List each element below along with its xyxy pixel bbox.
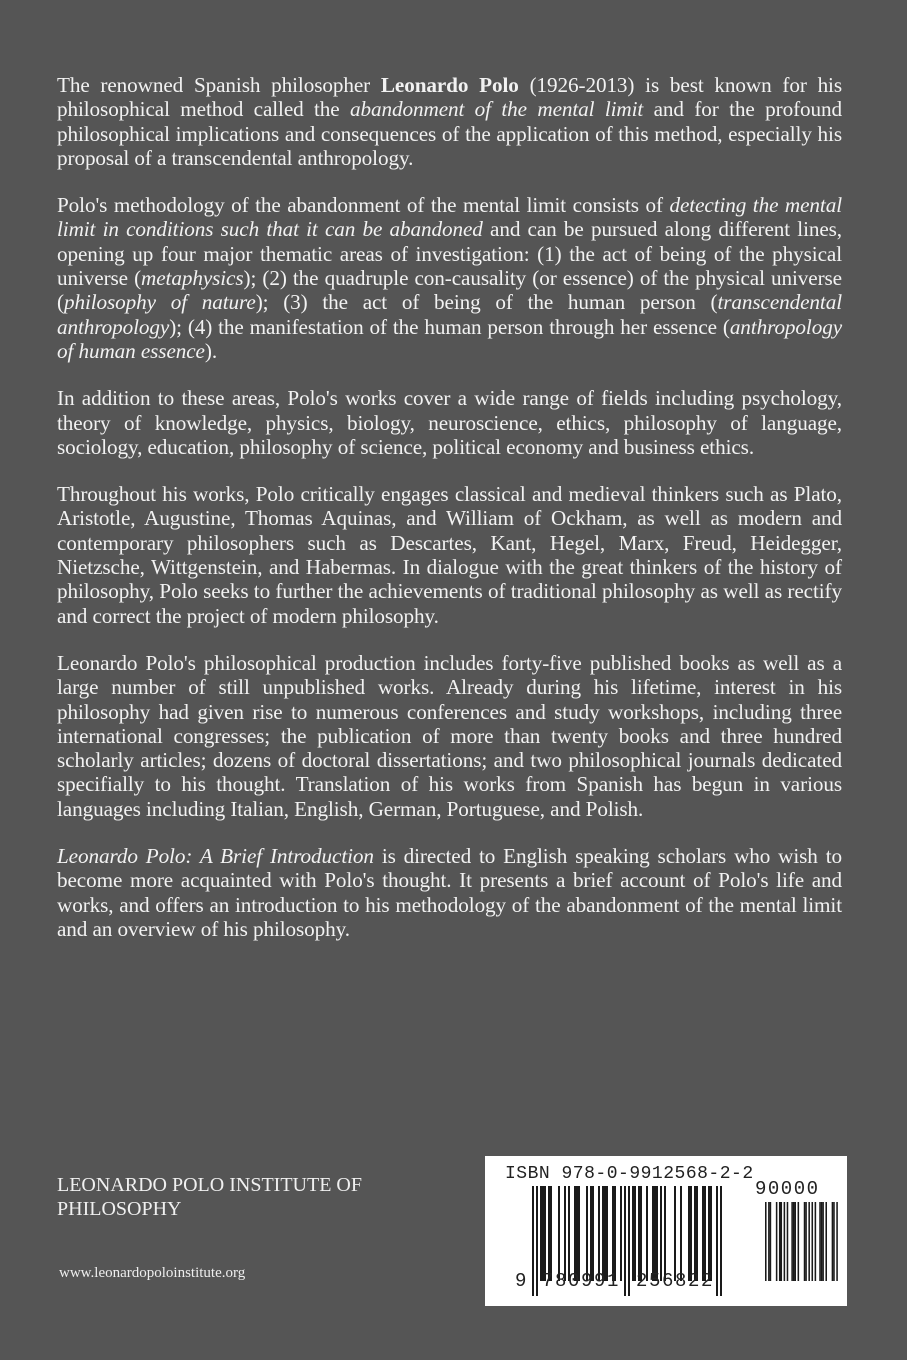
- barcode-bar: [590, 1186, 592, 1281]
- paragraph-methodology: [57, 193, 842, 363]
- italic-text-segment: philosophy of nature: [63, 290, 256, 315]
- barcode-bar: [696, 1186, 698, 1281]
- text-segment: ); (3) the act of being of the human person (: [255, 290, 718, 315]
- addon-bar: [776, 1202, 778, 1281]
- text-segment: (1926-2013) is best known for his philosophical method called the: [57, 73, 842, 122]
- barcode-bar: [592, 1186, 594, 1281]
- barcode-bar: [688, 1186, 690, 1281]
- italic-text-segment: metaphysics: [141, 266, 244, 291]
- addon-bar: [812, 1202, 814, 1281]
- barcode-bar: [576, 1186, 578, 1281]
- text-segment: ); (4) the manifestation of the human person through her essence (: [169, 314, 730, 339]
- text-segment: Throughout his works, Polo critically engages classical and medieval thinkers such as Plato, Aristotle, Augustine, Thomas Aquinas, and William of Ockham, as well as modern and contemporary philosophers such as Descartes, Kant, Hegel, Marx, Freud, Heidegger, Nietzsche, Wittgenstein, and Habermas. In dialogue with the great thinkers of the history of philosophy, Polo seeks to further the achievements of traditional philosophy as well as rectify and correct the project of modern philosophy.: [57, 482, 842, 628]
- addon-bar: [779, 1202, 781, 1281]
- guard-bar: [720, 1186, 722, 1296]
- addon-bar: [768, 1202, 770, 1281]
- text-segment: and for the profound philosophical implications and consequences of the application of this method, especially his proposal of a transcendental anthropology.: [57, 97, 842, 170]
- guard-bar: [624, 1186, 626, 1296]
- barcode-bar: [602, 1186, 604, 1281]
- addon-bar: [808, 1202, 810, 1281]
- ean-right-group: 256822: [636, 1270, 715, 1292]
- italic-text-segment: abandonment of the mental limit: [350, 97, 644, 122]
- barcode-bar: [614, 1186, 616, 1281]
- ean-first-digit: 9: [515, 1270, 529, 1292]
- barcode-bar: [708, 1186, 710, 1281]
- text-segment: is directed to English speaking scholars who wish to become more acquainted with Polo's thought. It presents a brief account of Polo's life and works, and offers an introduction to his methodology of the abandonment of the mental limit and an overview of his philosophy.: [57, 844, 842, 941]
- addon-bar: [822, 1202, 824, 1281]
- addon-bar: [821, 1202, 823, 1281]
- addon-bar: [836, 1202, 838, 1281]
- barcode-bar: [704, 1186, 706, 1281]
- barcode-bar: [660, 1186, 662, 1281]
- addon-bar: [819, 1202, 821, 1281]
- barcode-bar: [646, 1186, 648, 1281]
- guard-bar: [716, 1186, 718, 1296]
- barcode-bar: [578, 1186, 580, 1281]
- barcode-bar: [550, 1186, 552, 1281]
- barcode-bar: [542, 1186, 544, 1281]
- barcode-bar: [632, 1186, 634, 1281]
- barcode-bar: [640, 1186, 642, 1281]
- italic-text-segment: transcendental anthropology: [57, 290, 842, 339]
- barcode-bar: [574, 1186, 576, 1281]
- price-code: 90000: [755, 1178, 820, 1200]
- addon-bar: [805, 1202, 807, 1281]
- addon-bar: [784, 1202, 786, 1281]
- barcode-bar: [674, 1186, 676, 1281]
- barcode-bar: [680, 1186, 682, 1281]
- ean-left-group: 780991: [542, 1270, 621, 1292]
- text-segment: ).: [204, 338, 218, 363]
- italic-text-segment: detecting the mental limit in conditions such that it can be abandoned: [57, 193, 842, 242]
- barcode-bar: [612, 1186, 614, 1281]
- paragraph-thinkers: [57, 482, 842, 628]
- addon-bar: [832, 1202, 834, 1281]
- addon-bar: [815, 1202, 817, 1281]
- addon-bar: [787, 1202, 789, 1281]
- text-segment: The renowned Spanish philosopher: [57, 73, 381, 97]
- addon-bar: [770, 1202, 772, 1281]
- paragraph-book-summary: [57, 844, 842, 941]
- barcode-bar: [540, 1186, 542, 1281]
- publisher-name: LEONARDO POLO INSTITUTE OF PHILOSOPHY: [57, 1174, 362, 1220]
- paragraph-intro: [57, 73, 842, 170]
- barcode-bar: [544, 1186, 546, 1281]
- barcode-bar: [564, 1186, 566, 1281]
- guard-bar: [628, 1186, 630, 1296]
- guard-bar: [532, 1186, 534, 1296]
- addon-bar: [804, 1202, 806, 1281]
- barcode-bar: [638, 1186, 640, 1281]
- barcode-bar: [710, 1186, 712, 1281]
- addon-bar: [833, 1202, 835, 1281]
- isbn-label: ISBN 978-0-9912568-2-2: [505, 1164, 754, 1184]
- barcode-bar: [606, 1186, 608, 1281]
- barcode-bar: [690, 1186, 692, 1281]
- addon-bar: [798, 1202, 800, 1281]
- text-segment: Leonardo Polo's philosophical production includes forty-five published books as well as a large number of still unpublished works. Already during his lifetime, interest in his philosophy had given rise to numerous conferences and study workshops, including three international congresses; the publication of more than twenty books and three hundred scholarly articles; dozens of doctoral dissertations; and two philosophical journals dedicated specifially to his thought. Translation of his works from Spanish has begun in various languages including Italian, English, German, Portuguese, and Polish.: [57, 650, 842, 821]
- addon-bar: [825, 1202, 827, 1281]
- barcode-bar: [664, 1186, 666, 1281]
- paragraph-production: [57, 651, 842, 821]
- addon-bar: [793, 1202, 795, 1281]
- text-segment: Polo's methodology of the abandonment of the mental limit consists of: [57, 193, 670, 218]
- barcode-bar: [586, 1186, 588, 1281]
- barcode-bar: [568, 1186, 570, 1281]
- back-cover-text: [57, 73, 842, 964]
- barcode-bar: [634, 1186, 636, 1281]
- addon-bar: [781, 1202, 783, 1281]
- barcode-bar: [598, 1186, 600, 1281]
- text-segment: ); (2) the quadruple con-causality (or essence) of the physical universe (: [57, 266, 842, 315]
- italic-text-segment: anthropology of human essence: [57, 314, 842, 363]
- barcode-bar: [604, 1186, 606, 1281]
- bold-text-segment: Leonardo Polo: [380, 73, 519, 97]
- barcode-bar: [656, 1186, 658, 1281]
- text-segment: and can be pursued along different lines, opening up four major thematic areas of investigation: (1) the act of being of the physical universe (: [57, 217, 842, 291]
- barcode-bar: [652, 1186, 654, 1281]
- barcode-bar: [548, 1186, 550, 1281]
- barcode-bar: [654, 1186, 656, 1281]
- barcode-bar: [620, 1186, 622, 1281]
- addon-bar: [765, 1202, 767, 1281]
- guard-bar: [536, 1186, 538, 1296]
- text-segment: In addition to these areas, Polo's works cover a wide range of fields including psychology, theory of knowledge, physics, biology, neuroscience, ethics, philosophy of language, sociology, education, philosophy of science, political economy and business ethics.: [57, 386, 842, 459]
- addon-bar: [791, 1202, 793, 1281]
- publisher-website[interactable]: www.leonardopoloinstitute.org: [59, 1265, 246, 1281]
- italic-text-segment: Leonardo Polo: A Brief Introduction: [57, 844, 374, 869]
- barcode-bar: [558, 1186, 560, 1281]
- addon-bar: [794, 1202, 796, 1281]
- barcode-bar: [702, 1186, 704, 1281]
- barcode-bar: [694, 1186, 696, 1281]
- paragraph-fields: [57, 386, 842, 459]
- isbn-barcode: [485, 1156, 847, 1306]
